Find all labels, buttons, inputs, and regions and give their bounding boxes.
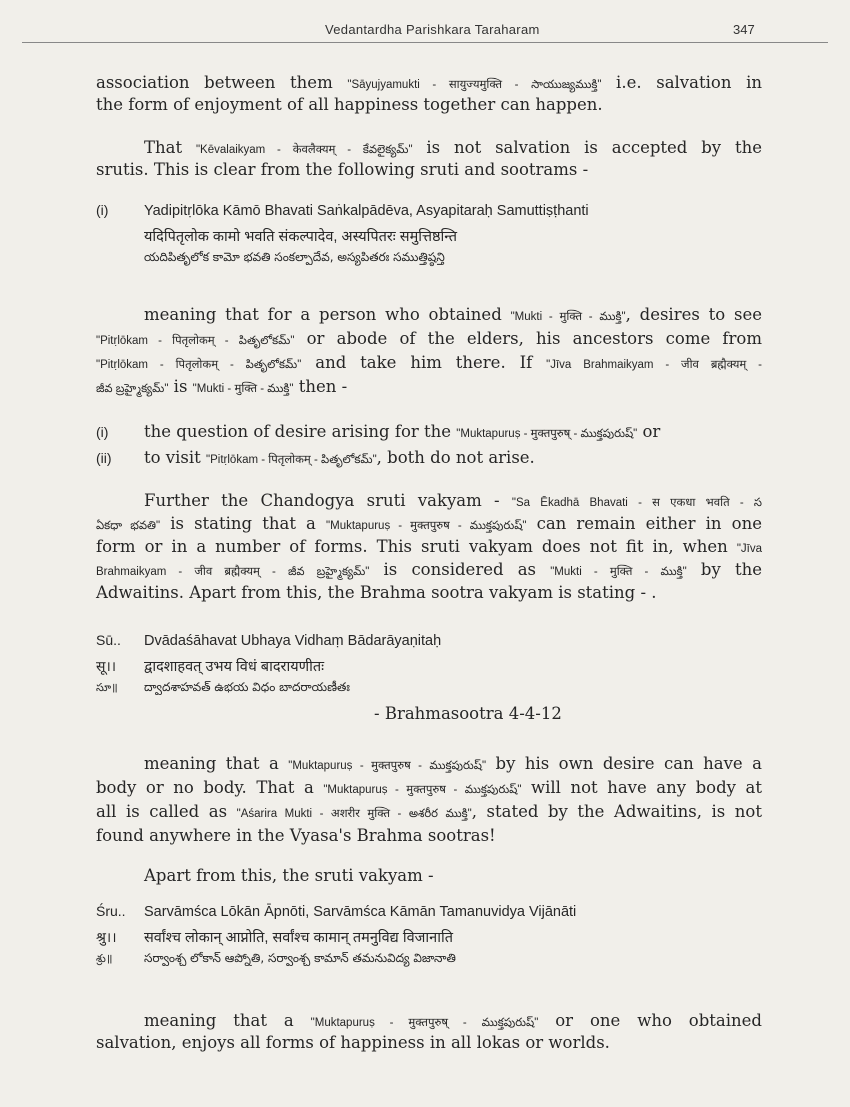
quote-devanagari: यदिपितृलोक कामो भवति संकल्पादेव, अस्यपितरः समुत्तिष्ठन्ति [144,229,458,245]
text: then - [293,377,348,396]
quote-telugu: యదిపితృలోక కామో భవతి సంకల్పాదేవ, అస్యపితరః సముత్తిష్ఠన్తి [144,250,445,264]
quote-roman: Sarvāmśca Lōkān Āpnōti, Sarvāmśca Kāmān Tamanuvidya Vijānāti [144,904,577,920]
sruti-quote-2 [96,903,776,975]
text: Adwaitins. Apart from this, the Brahma sootra vakyam is stating - . [96,583,657,602]
text: the question of desire arising for the [144,422,457,441]
quote-label: (i) [96,202,109,218]
term: "Aśarira Mukti - अशरीर मुक्ति - అశరీర ముక్తి" [236,808,472,820]
text: , desires to see [625,305,762,324]
term: "Sāyujyamukti - सायुज्यमुक्ति - సాయుజ్యముక్తి" [347,79,602,91]
paragraph-5 [96,753,762,849]
text: association between them [96,73,348,92]
term: "Mukti - मुक्ति - ముక్తి" [510,311,626,323]
term: "Jīva [736,543,762,555]
term: "Mukti - मुक्ति - ముక్తి" [192,383,294,395]
quote-label: శ్రు॥ [96,953,113,965]
text: is not salvation is accepted by the [412,138,762,157]
text: salvation, enjoys all forms of happiness in all lokas or worlds. [96,1033,610,1052]
term: "Mukti - मुक्ति - ముక్తి" [550,566,687,578]
page-number: 347 [733,22,755,37]
term: జీవ బ్రహ్మైక్యమ్" [96,383,169,395]
text: is [168,377,193,396]
text: is considered as [369,560,551,579]
text: by the [686,560,762,579]
term: "Muktapuruṣ - मुक्तपुरुष् - ముక్తపురుష్" [456,428,638,440]
term: "Sa Ēkadhā Bhavati - स एकधा भवति - స [511,497,762,509]
list-label: (i) [96,424,109,440]
text: form or in a number of forms. This sruti vakyam does not fit in, when [96,537,737,556]
quote-roman: Yadipitṛlōka Kāmō Bhavati Saṅkalpādēva, Asyapitaraḥ Samuttiṣṭhanti [144,203,589,219]
sootra-reference: - Brahmasootra 4-4-12 [374,704,562,723]
term: "Muktapuruṣ - मुक्तपुरुष - ముక్తపురుష్" [326,520,527,532]
paragraph-7 [96,1010,762,1054]
term: "Kēvalaikyam - केवलैक्यम् - కేవలైక్యమ్" [195,144,413,156]
term: ఏకధా భవతి" [96,520,161,532]
text: to visit [144,448,207,467]
book-title: Vedantardha Parishkara Taraharam [325,22,540,37]
text: or [637,422,661,441]
quote-roman: Dvādaśāhavat Ubhaya Vidhaṃ Bādarāyaṇitaḥ [144,633,442,649]
quote-label: సూ॥ [96,682,118,694]
term: "Muktapuruṣ - मुक्तपुरुष - ముక్తపురుష్" [288,760,487,772]
text: Further the Chandogya sruti vakyam - [144,491,512,510]
sootra-quote [96,632,776,728]
quote-devanagari: सर्वांश्च लोकान् आप्नोति, सर्वांश्च कामान् तमनुविद्य विजानाति [144,930,454,946]
sruti-quote-1 [96,202,776,274]
quote-devanagari: द्वादशाहवत् उभय विधं बादरायणीतः [144,659,325,675]
term: "Pitṛlōkam - पितृलोकम् - పితృలోకమ్" [96,359,302,371]
quote-label: सू।। [96,658,117,674]
text: is stating that a [160,514,327,533]
text: , both do not arise. [376,448,535,467]
text: meaning that a [144,754,289,773]
term: "Muktapuruṣ - मुक्तपुरुष् - ముక్తపురుష్" [310,1017,539,1029]
running-header [0,20,850,42]
condition-list [96,422,776,474]
header-rule [22,42,828,43]
text: srutis. This is clear from the following sruti and sootrams - [96,160,589,179]
text: by his own desire can have a [486,754,762,773]
text: Apart from this, the sruti vakyam - [144,866,434,885]
text: or abode of the elders, his ancestors come from [294,329,763,348]
quote-label: श्रु।। [96,929,117,945]
text: will not have any body at [521,778,762,797]
text: , stated by the Adwaitins, is not [471,802,762,821]
text: That [144,138,196,157]
paragraph-4 [96,490,762,605]
quote-telugu: ద్వాదశాహవత్ ఉభయ విధం బాదరాయణీతః [144,680,350,694]
paragraph-3 [96,304,762,400]
quote-label: Sū.. [96,632,121,648]
term: "Pitṛlōkam - पितृलोकम् - పితృలోకమ్" [96,335,295,347]
term: Brahmaikyam - जीव ब्रह्मैक्यम् - జీవ బ్రహ్మైక్యమ్" [96,566,370,578]
paragraph-1 [96,72,762,116]
paragraph-6 [96,865,762,887]
term: "Jīva Brahmaikyam - जीव ब्रह्मैक्यम् - [546,359,762,371]
paragraph-2 [96,137,762,181]
text: meaning that for a person who obtained [144,305,511,324]
text: found anywhere in the Vyasa's Brahma sootras! [96,826,496,845]
text: the form of enjoyment of all happiness together can happen. [96,95,603,114]
text: or one who obtained [538,1011,762,1030]
list-label: (ii) [96,450,112,466]
term: "Pitṛlōkam - पितृलोकम् - పితృలోకమ్" [206,454,377,466]
quote-label: Śru.. [96,903,126,919]
text: i.e. salvation in [601,73,762,92]
text: and take him there. If [301,353,547,372]
text: can remain either in one [526,514,762,533]
text: all is called as [96,802,237,821]
term: "Muktapuruṣ - मुक्तपुरुष - ముక్తపురుష్" [323,784,522,796]
text: meaning that a [144,1011,311,1030]
text: body or no body. That a [96,778,324,797]
quote-telugu: సర్వాంశ్చ లోకాన్ ఆప్నోతి, సర్వాంశ్చ కామాన్ తమనువిద్య విజానాతి [144,951,456,965]
